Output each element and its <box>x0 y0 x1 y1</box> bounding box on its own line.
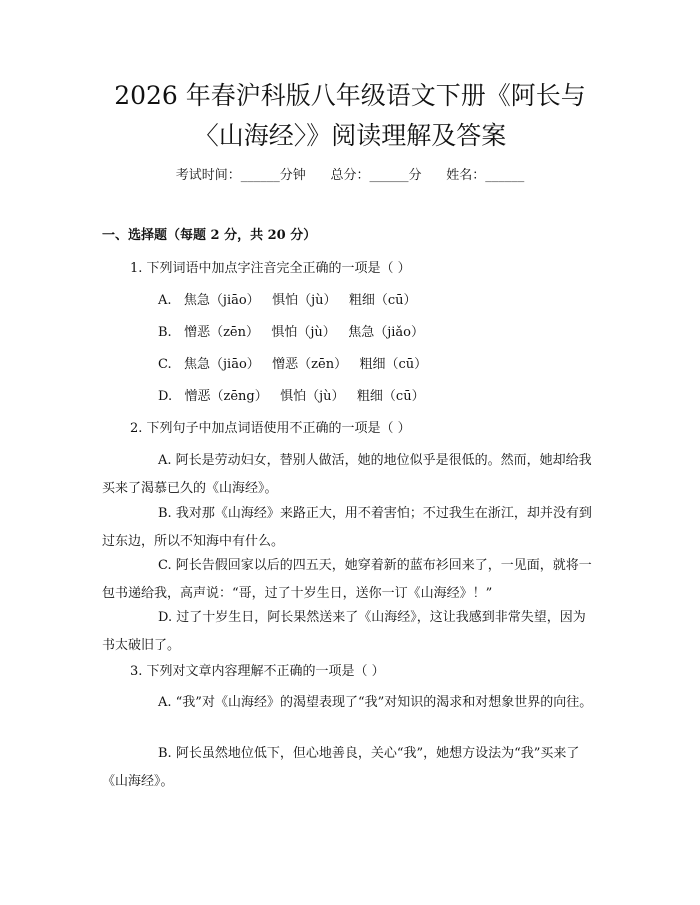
exam-info-line: 考试时间：______分钟 总分：______分 姓名：______ <box>175 168 525 183</box>
question-3-stem: 3. 下列对文章内容理解不正确的一项是（ ） <box>130 664 385 679</box>
question-2-option-c: C. 阿长告假回家以后的四五天，她穿着新的蓝布衫回来了，一见面，就将一包书递给我，高声说：“哥，过了十岁生日，送你一订《山海经》！” <box>102 558 592 601</box>
question-1-option-a: A. 焦急（jiāo） 惧怕（jù） 粗细（cū） <box>158 293 417 308</box>
section-heading: 一、选择题（每题 2 分，共 20 分） <box>102 228 317 243</box>
question-1-option-c: C. 焦急（jiāo） 憎恶（zēn） 粗细（cū） <box>158 357 428 372</box>
question-2-option-a: A. 阿长是劳动妇女，替别人做活，她的地位似乎是很低的。然而，她却给我买来了渴慕已久的《山海经》。 <box>102 453 592 496</box>
question-2-stem: 2. 下列句子中加点词语使用不正确的一项是（ ） <box>130 421 411 436</box>
question-1-stem: 1. 下列词语中加点字注音完全正确的一项是（ ） <box>130 261 411 276</box>
question-3-option-a: A. “我”对《山海经》的渴望表现了“我”对知识的渴求和对想象世界的向往。 <box>158 695 593 710</box>
question-3-option-b: B. 阿长虽然地位低下，但心地善良，关心“我”，她想方设法为“我”买来了《山海经》。 <box>102 746 580 789</box>
question-2-option-b: B. 我对那《山海经》来路正大，用不着害怕；不过我生在浙江，却并没有到过东边，所以不知海中有什么。 <box>102 506 592 549</box>
document-title-line-2: 〈山海经〉》阅读理解及答案 <box>193 121 507 150</box>
question-1-option-d: D. 憎恶（zēng） 惧怕（jù） 粗细（cū） <box>158 389 425 404</box>
question-2-option-d: D. 过了十岁生日，阿长果然送来了《山海经》，这让我感到非常失望，因为书太破旧了。 <box>102 610 586 653</box>
question-1-option-b: B. 憎恶（zēn） 惧怕（jù） 焦急（jiǎo） <box>158 325 424 340</box>
document-title-line-1: 2026 年春沪科版八年级语文下册《阿长与 <box>114 81 586 110</box>
